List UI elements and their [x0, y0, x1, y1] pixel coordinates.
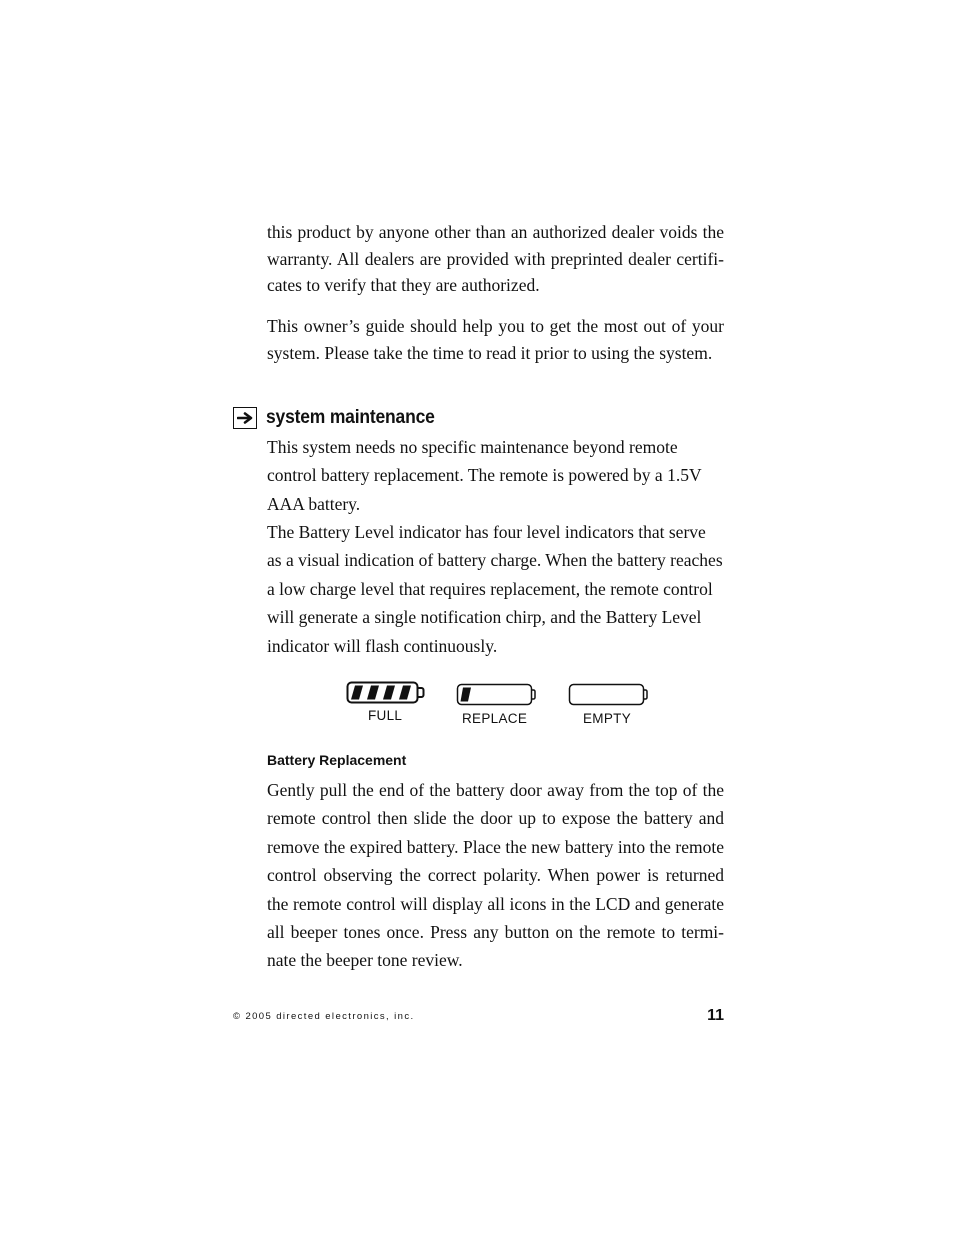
battery-empty-icon — [568, 683, 650, 707]
section-heading-row — [233, 404, 449, 432]
page-number: 11 — [707, 1007, 724, 1024]
maintenance-paragraph-2-text: The Battery Level indicator has four level indicators that serve as a visual indication of battery charge. When the battery reaches a low charge level that requires replacement, the remote control will generate a single notification chirp, and the Battery Level indicator will flash continuously. — [267, 522, 723, 656]
battery-full-icon — [346, 681, 426, 705]
battery-empty-label: EMPTY — [583, 711, 632, 726]
battery-replace-icon — [456, 683, 536, 707]
maintenance-paragraph-1-text: This system needs no specific maintenance beyond remote control battery replacement. The remote is powered by a 1.5V AAA battery. — [267, 437, 702, 514]
footer-copyright: © 2005 directed electronics, inc. — [233, 1011, 415, 1022]
battery-replacement-heading: Battery Replacement — [267, 752, 407, 768]
intro-paragraph-1 — [267, 219, 724, 299]
battery-replace-label: REPLACE — [462, 711, 528, 726]
section-heading: system maintenance — [266, 407, 435, 428]
arrow-right-icon — [233, 407, 257, 429]
intro-paragraph-2-text: This owner’s guide should help you to get the most out of your system. Please take the time to read it prior to using the system. — [267, 316, 724, 363]
battery-replacement-paragraph-text: Gently pull the end of the battery door away from the top of the remote control then slide the door up to expose the battery and remove the expired battery. Place the new battery into the remote control observing the correct polarity. When power is returned the remote control will display all icons in the LCD and generate all beeper tones once. Press any button on the remote to termi-nate the beeper tone review. — [267, 780, 724, 971]
maintenance-paragraph-1 — [267, 433, 724, 518]
intro-paragraph-1-text: this product by anyone other than an authorized dealer voids the warranty. All dealers are provided with preprinted dealer certifi-cates to verify that they are authorized. — [267, 222, 724, 295]
intro-paragraph-2 — [267, 313, 724, 366]
battery-full-label: FULL — [368, 708, 403, 723]
battery-level-figure — [340, 676, 660, 736]
battery-replacement-paragraph — [267, 776, 724, 975]
maintenance-paragraph-2 — [267, 518, 724, 660]
